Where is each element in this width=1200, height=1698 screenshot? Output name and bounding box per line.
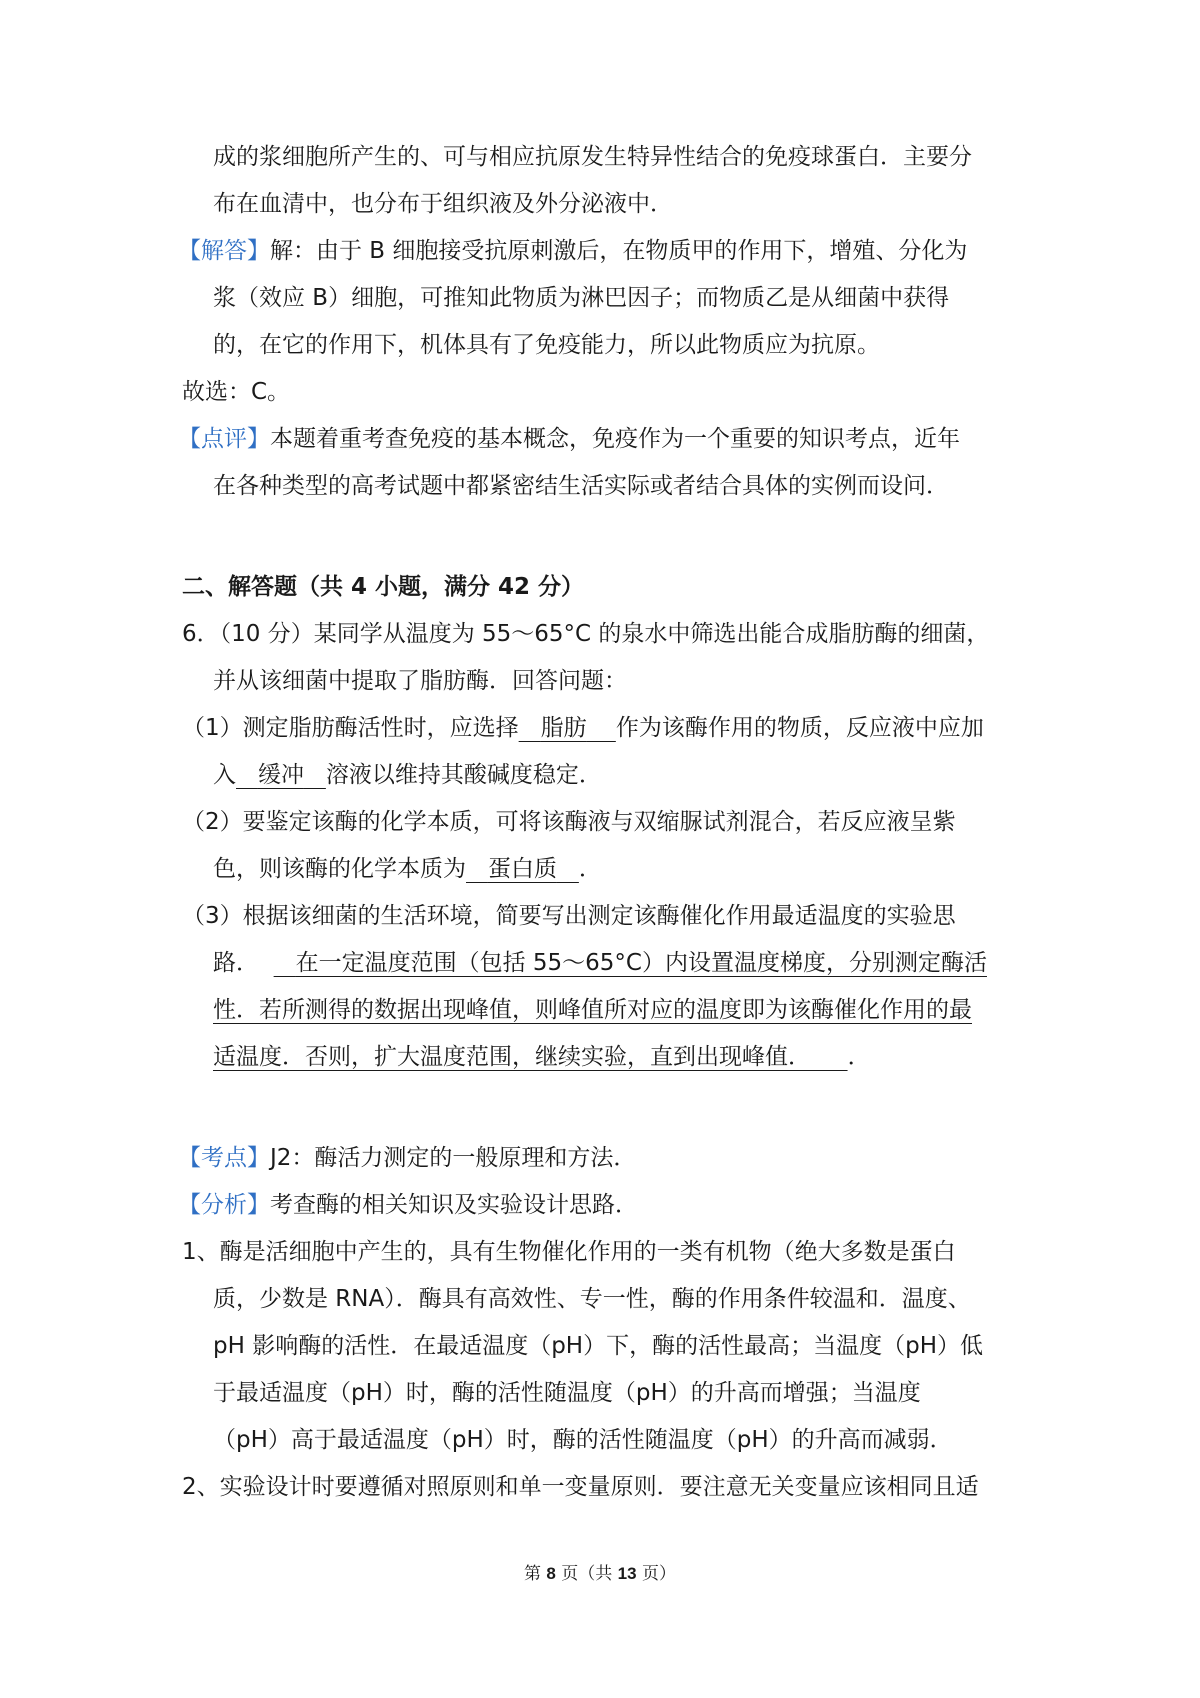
part-3-answer-3 [213, 1044, 848, 1070]
answer-line-3: 的，在它的作用下，机体具有了免疫能力，所以此物质应为抗原。 [213, 332, 880, 358]
fenxi-line [178, 1190, 638, 1220]
question-6-part-2-line-1: （2）要鉴定该酶的化学本质，可将该酶液与双缩脲试剂混合，若反应液呈紫 [182, 809, 956, 835]
part-3-end: ． [847, 1044, 871, 1070]
part-1-text-d: 溶液以维持其酸碱度稳定． [325, 762, 602, 788]
part-1-answer-2 [236, 762, 326, 788]
footer-suffix: 页） [642, 1564, 676, 1584]
question-6-part-1-line-2 [213, 760, 602, 790]
comment-line-2: 在各种类型的高考试题中都紧密结生活实际或者结合具体的实例而设问． [213, 473, 949, 499]
question-6-part-1-line-1 [182, 713, 984, 743]
analysis-item-1-line-1: 1、酶是活细胞中产生的，具有生物催化作用的一类有机物（绝大多数是蛋白 [182, 1239, 956, 1265]
footer-total-pages: 13 [617, 1564, 637, 1583]
part-1-answer-2-text: 缓冲 [257, 762, 304, 788]
comment-line-1 [178, 424, 960, 454]
part-2-answer-text: 蛋白质 [487, 856, 557, 882]
question-6-part-3-line-1: （3）根据该细菌的生活环境，简要写出测定该酶催化作用最适温度的实验思 [182, 903, 956, 929]
comment-text-1: 本题着重考查免疫的基本概念，免疫作为一个重要的知识考点，近年 [270, 426, 960, 452]
footer-page-number: 8 [546, 1564, 556, 1583]
fenxi-label: 【分析】 [178, 1192, 270, 1218]
question-6-part-3-line-4 [213, 1042, 871, 1072]
kaodian-text: J2：酶活力测定的一般原理和方法． [270, 1145, 637, 1171]
question-6-part-3-line-3 [213, 995, 972, 1025]
kaodian-line [178, 1143, 636, 1173]
prev-explanation-line-2: 布在血清中，也分布于组织液及外分泌液中． [213, 191, 673, 217]
part-3-answer-2: 性．若所测得的数据出现峰值，则峰值所对应的温度即为该酶催化作用的最 [213, 997, 972, 1023]
part-3-text-b: 路． [213, 950, 259, 976]
answer-text-1: 解：由于 B 细胞接受抗原刺激后，在物质甲的作用下，增殖、分化为 [270, 238, 968, 264]
analysis-item-1-line-2: 质，少数是 RNA）．酶具有高效性、专一性，酶的作用条件较温和．温度、 [213, 1286, 971, 1312]
part-1-answer-1 [519, 715, 616, 741]
part-3-answer-3-text: 适温度．否则，扩大温度范围，继续实验，直到出现峰值． [213, 1044, 811, 1070]
part-1-text-c: 入 [213, 762, 236, 788]
footer-middle: 页（共 [561, 1564, 613, 1584]
answer-line-1 [178, 236, 967, 266]
part-2-text-c: ． [578, 856, 602, 882]
page-footer [0, 1559, 1200, 1584]
part-3-answer-1-text: 在一定温度范围（包括 55～65°C）内设置温度梯度，分别测定酶活 [295, 950, 987, 976]
analysis-item-1-line-5: （pH）高于最适温度（pH）时，酶的活性随温度（pH）的升高而减弱． [213, 1427, 953, 1453]
analysis-item-1-line-4: 于最适温度（pH）时，酶的活性随温度（pH）的升高而增强；当温度 [213, 1380, 921, 1406]
part-2-text-b: 色，则该酶的化学本质为 [213, 856, 466, 882]
question-6-part-2-line-2 [213, 854, 602, 884]
prev-explanation-line-1: 成的浆细胞所产生的、可与相应抗原发生特异性结合的免疫球蛋白．主要分 [213, 144, 972, 170]
part-1-answer-1-text: 脂肪 [540, 715, 587, 741]
section-title: 二、解答题（共 4 小题，满分 42 分） [182, 574, 585, 600]
comment-label: 【点评】 [178, 426, 270, 452]
answer-line-2: 浆（效应 B）细胞，可推知此物质为淋巴因子；而物质乙是从细菌中获得 [213, 285, 950, 311]
question-6-part-3-line-2 [213, 948, 987, 978]
kaodian-label: 【考点】 [178, 1145, 270, 1171]
analysis-item-2-line-1: 2、实验设计时要遵循对照原则和单一变量原则．要注意无关变量应该相同且适 [182, 1474, 979, 1500]
fenxi-text: 考查酶的相关知识及实验设计思路． [270, 1192, 638, 1218]
question-6-stem-1: 6．（10 分）某同学从温度为 55～65°C 的泉水中筛选出能合成脂肪酶的细菌， [182, 621, 990, 647]
footer-prefix: 第 [523, 1564, 541, 1584]
part-3-answer-1 [274, 950, 987, 976]
question-6-stem-2: 并从该细菌中提取了脂肪酶．回答问题： [213, 668, 627, 694]
analysis-item-1-line-3: pH 影响酶的活性．在最适温度（pH）下，酶的活性最高；当温度（pH）低 [213, 1333, 983, 1359]
part-1-text-a: （1）测定脂肪酶活性时，应选择 [182, 715, 519, 741]
choice-line: 故选：C。 [182, 379, 291, 405]
part-2-answer [466, 856, 579, 882]
part-1-text-b: 作为该酶作用的物质，反应液中应加 [615, 715, 984, 741]
answer-label: 【解答】 [178, 238, 270, 264]
